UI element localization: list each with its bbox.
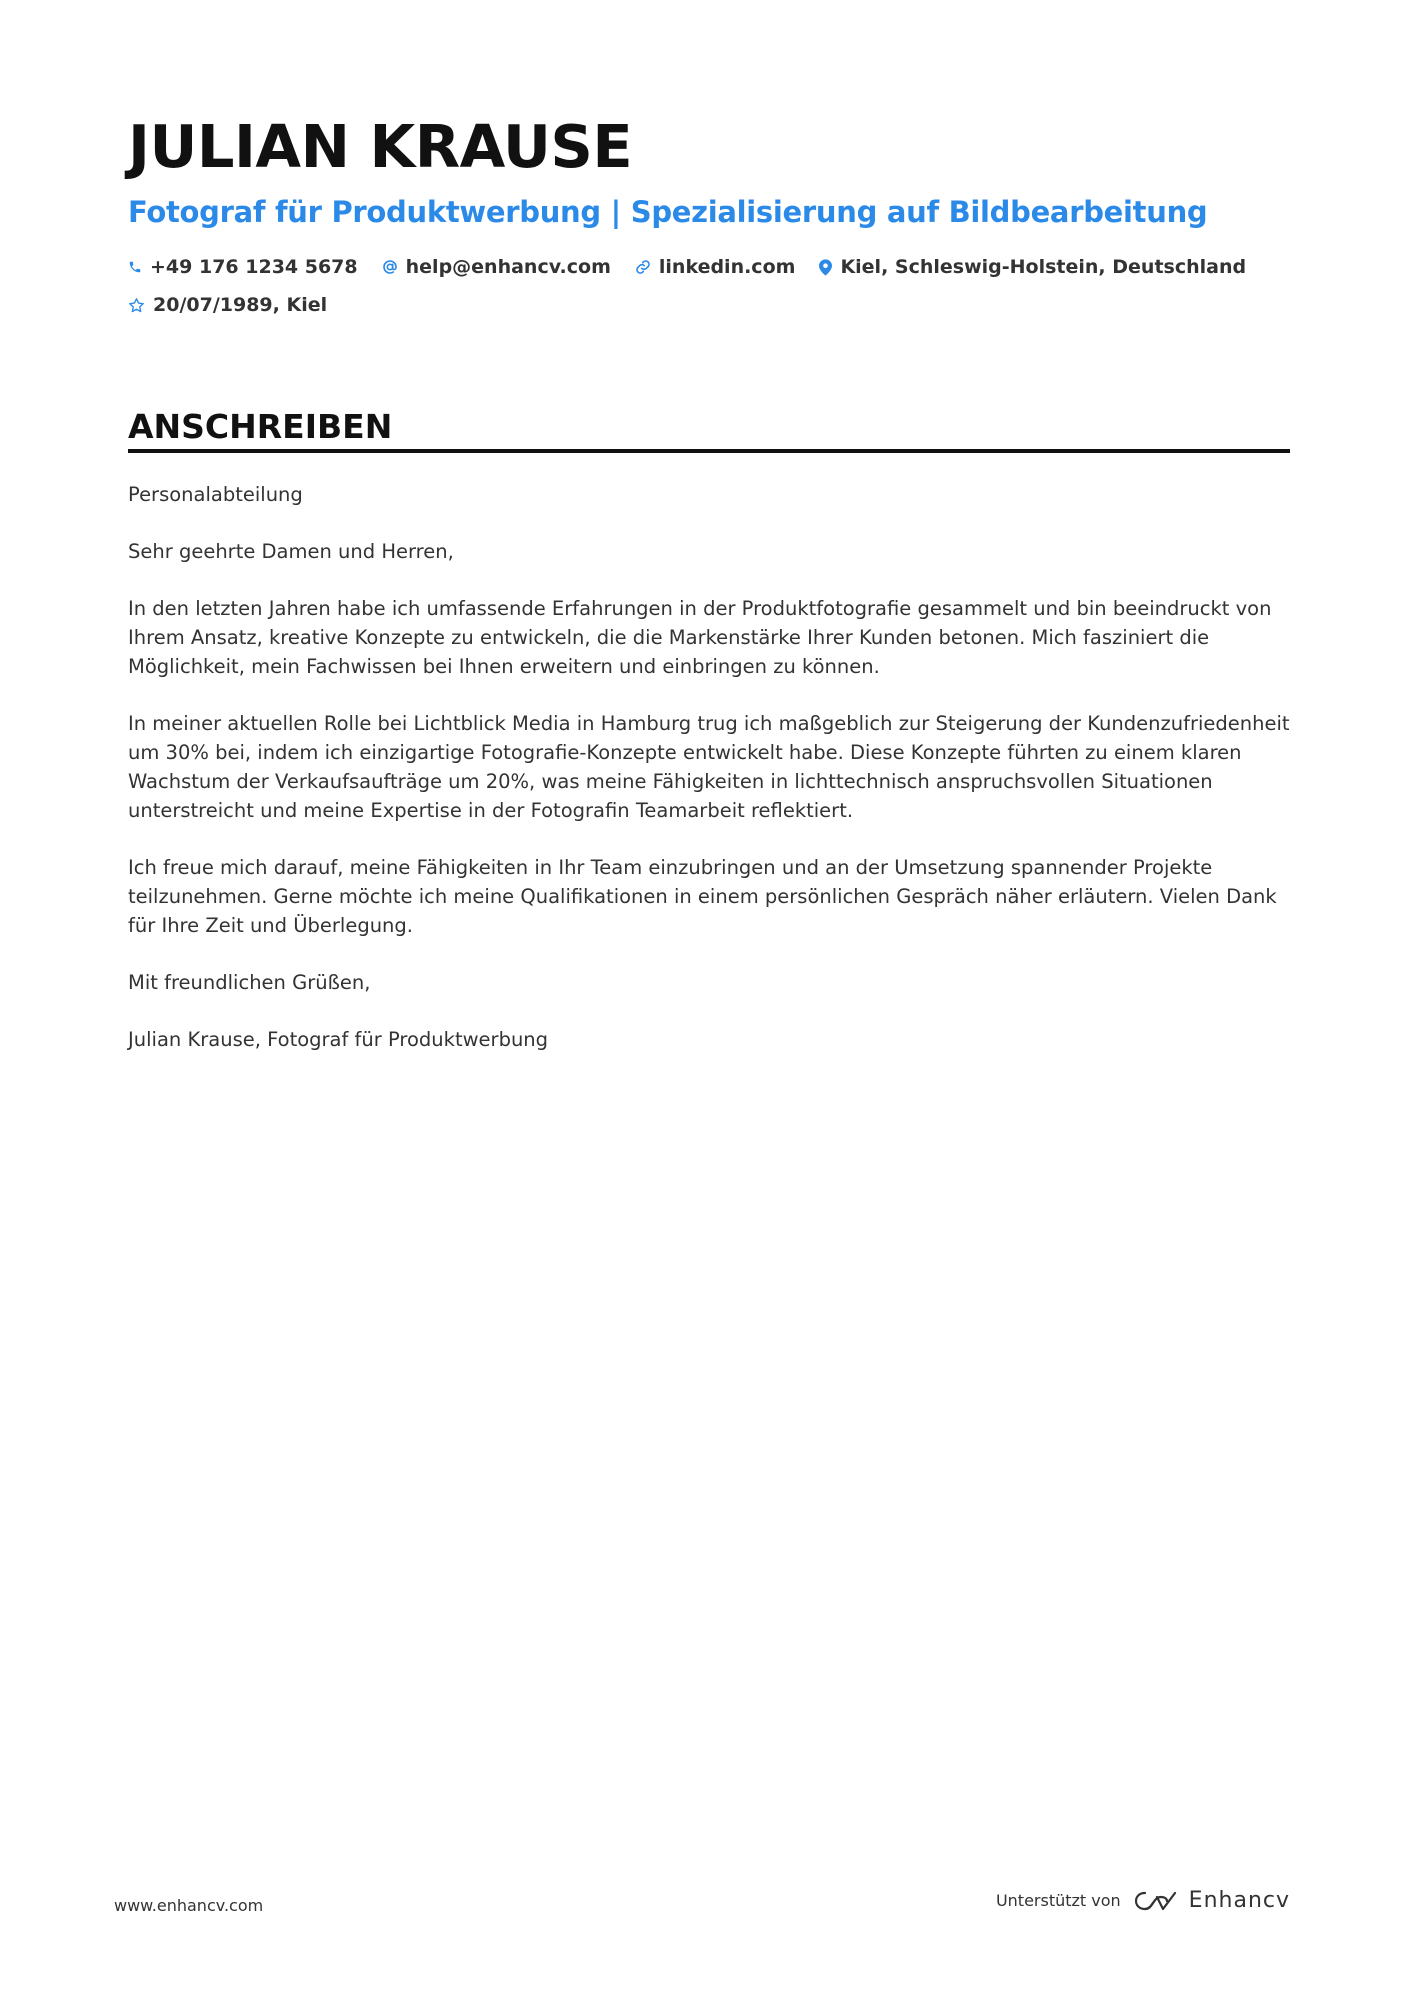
- letter-paragraph: In meiner aktuellen Rolle bei Lichtblick Media in Hamburg trug ich maßgeblich zur Steigerung der Kundenzufriedenheit um 30% bei, indem ich einzigartige Fotografie-Konzepte entwickelt habe. Diese Konzepte führten zu einem klaren Wachstum der Verkaufsaufträge um 20%, was meine Fähigkeiten in lichttechnisch anspruchsvollen Situationen unterstreicht und meine Expertise in der Fotografin Teamarbeit reflektiert.: [128, 712, 1290, 822]
- link-icon: [635, 259, 651, 275]
- contact-info: [128, 253, 1290, 329]
- contact-linkedin[interactable]: [635, 256, 796, 278]
- contact-linkedin-text: linkedin.com: [658, 256, 796, 278]
- contact-location: [819, 256, 1246, 278]
- letter-signature: Julian Krause, Fotograf für Produktwerbung: [128, 1028, 549, 1051]
- letter-paragraph: In den letzten Jahren habe ich umfassende Erfahrungen in der Produktfotografie gesammelt und bin beeindruckt von Ihrem Ansatz, kreative Konzepte zu entwickeln, die die Markenstärke Ihrer Kunden betonen. Mich fasziniert die Möglichkeit, mein Fachwissen bei Ihnen erweitern und einbringen zu können.: [128, 597, 1272, 678]
- contact-location-text: Kiel, Schleswig-Holstein, Deutschland: [840, 256, 1247, 278]
- contact-row-2: [128, 291, 1290, 319]
- contact-phone-text: +49 176 1234 5678: [150, 256, 358, 278]
- contact-email-text: help@enhancv.com: [405, 256, 611, 278]
- map-pin-icon: [819, 259, 832, 276]
- contact-email[interactable]: [382, 256, 611, 278]
- letter-closing: Mit freundlichen Grüßen,: [128, 971, 371, 994]
- footer-branding[interactable]: [996, 1888, 1290, 1913]
- contact-row-1: [128, 253, 1290, 281]
- contact-birth: [128, 294, 327, 316]
- letter-salutation: Sehr geehrte Damen und Herren,: [128, 540, 454, 563]
- section-divider: [128, 449, 1290, 453]
- letter-recipient: Personalabteilung: [128, 483, 303, 506]
- contact-phone[interactable]: [128, 256, 358, 278]
- candidate-name: JULIAN KRAUSE: [128, 112, 633, 181]
- letter-body: [128, 480, 1290, 1082]
- star-icon: [128, 297, 145, 314]
- footer-website-link[interactable]: www.enhancv.com: [114, 1896, 264, 1915]
- at-icon: [382, 259, 398, 275]
- section-title: ANSCHREIBEN: [128, 407, 393, 446]
- contact-birth-text: 20/07/1989, Kiel: [153, 294, 328, 316]
- brand-name: Enhancv: [1188, 1888, 1290, 1913]
- candidate-headline: Fotograf für Produktwerbung | Spezialisierung auf Bildbearbeitung: [128, 195, 1208, 229]
- phone-icon: [128, 259, 142, 275]
- enhancv-logo-icon: [1133, 1889, 1179, 1913]
- letter-paragraph: Ich freue mich darauf, meine Fähigkeiten in Ihr Team einzubringen und an der Umsetzung spannender Projekte teilzunehmen. Gerne möchte ich meine Qualifikationen in einem persönlichen Gespräch näher erläutern. Vielen Dank für Ihre Zeit und Überlegung.: [128, 856, 1277, 937]
- powered-by-label: Unterstützt von: [995, 1891, 1121, 1910]
